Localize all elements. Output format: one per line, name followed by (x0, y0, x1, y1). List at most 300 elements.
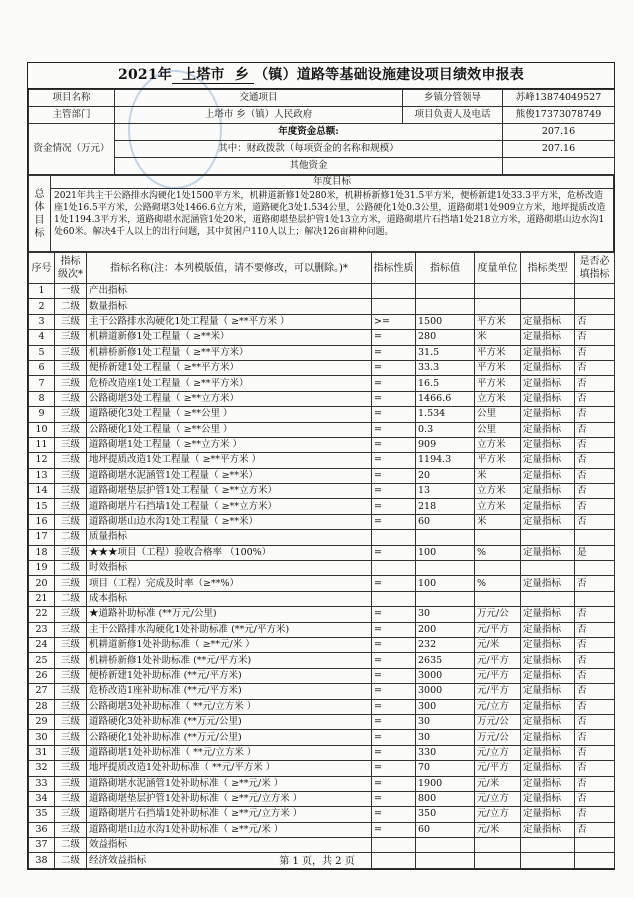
cell-name: 危桥改造1座补助标准 (**元/平方米) (87, 684, 372, 699)
cell-required: 否 (575, 514, 615, 529)
dept-label: 主管部门 (29, 107, 115, 124)
cell-type: 定量指标 (521, 745, 575, 760)
cell-unit: 万元/公 (475, 730, 521, 745)
cell-seq: 1 (29, 284, 55, 299)
cell-nature (372, 561, 416, 576)
table-row (29, 468, 615, 483)
indicator-rows (29, 284, 615, 869)
cell-unit (475, 299, 521, 314)
cell-nature: = (372, 761, 416, 776)
cell-value: 2635 (416, 653, 475, 668)
cell-seq: 7 (29, 376, 55, 391)
cell-level: 三级 (55, 514, 87, 529)
cell-required: 否 (575, 684, 615, 699)
cell-level: 三级 (55, 807, 87, 822)
table-row (29, 637, 615, 652)
cell-value: 350 (416, 807, 475, 822)
cell-type: 定量指标 (521, 345, 575, 360)
cell-level: 三级 (55, 407, 87, 422)
table-row (29, 714, 615, 729)
cell-name: 机耕道新修1处工程量（ ≥**米） (87, 330, 372, 345)
cell-nature: >= (372, 314, 416, 329)
cell-value: 70 (416, 761, 475, 776)
cell-unit: 立方米 (475, 499, 521, 514)
cell-value: 30 (416, 607, 475, 622)
cell-required: 否 (575, 607, 615, 622)
leader-label: 乡镇分管领导 (403, 90, 503, 107)
table-row (29, 314, 615, 329)
cell-unit: 元/平方 (475, 622, 521, 637)
cell-seq: 11 (29, 437, 55, 452)
cell-level: 一级 (55, 284, 87, 299)
cell-required: 否 (575, 730, 615, 745)
cell-type: 定量指标 (521, 314, 575, 329)
cell-level: 三级 (55, 314, 87, 329)
cell-nature: = (372, 484, 416, 499)
table-row (29, 730, 615, 745)
cell-level: 二级 (55, 299, 87, 314)
cell-level: 三级 (55, 761, 87, 776)
cell-required (575, 838, 615, 853)
cell-nature: = (372, 637, 416, 652)
cell-required: 是 (575, 545, 615, 560)
cell-unit: 公里 (475, 422, 521, 437)
cell-value: 3000 (416, 684, 475, 699)
cell-seq: 21 (29, 591, 55, 606)
cell-nature: = (372, 407, 416, 422)
cell-level: 三级 (55, 791, 87, 806)
cell-unit: 公里 (475, 407, 521, 422)
cell-nature: = (372, 468, 416, 483)
table-row (29, 622, 615, 637)
cell-type (521, 299, 575, 314)
cell-type: 定量指标 (521, 668, 575, 683)
cell-type: 定量指标 (521, 653, 575, 668)
indicator-header-row (29, 253, 615, 284)
cell-seq: 36 (29, 822, 55, 837)
cell-seq: 14 (29, 484, 55, 499)
cell-unit: 平方米 (475, 453, 521, 468)
cell-required: 否 (575, 622, 615, 637)
cell-seq: 12 (29, 453, 55, 468)
cell-unit: 元/平方 (475, 668, 521, 683)
cell-unit (475, 838, 521, 853)
cell-required: 否 (575, 468, 615, 483)
cell-level: 三级 (55, 545, 87, 560)
cell-level: 三级 (55, 422, 87, 437)
table-row (29, 822, 615, 837)
cell-nature (372, 530, 416, 545)
cell-unit: 元/平方 (475, 761, 521, 776)
header-required: 是否必填指标 (575, 253, 615, 284)
dept-value: 上塔市 乡（镇）人民政府 (115, 107, 403, 124)
cell-required: 否 (575, 668, 615, 683)
cell-nature (372, 299, 416, 314)
cell-required: 否 (575, 484, 615, 499)
cell-nature: = (372, 453, 416, 468)
cell-type: 定量指标 (521, 360, 575, 375)
cell-value: 60 (416, 514, 475, 529)
cell-seq: 33 (29, 776, 55, 791)
cell-value: 218 (416, 499, 475, 514)
cell-name: 时效指标 (87, 561, 372, 576)
cell-name: 项目（工程）完成及时率（≥**%） (87, 576, 372, 591)
cell-name: 道路砌堪1处补助标准（ **元/立方米 ） (87, 745, 372, 760)
table-row (29, 699, 615, 714)
fiscal-value: 207.16 (503, 141, 615, 158)
table-row (29, 807, 615, 822)
goal-table (28, 175, 614, 252)
cell-nature: = (372, 776, 416, 791)
cell-level: 三级 (55, 484, 87, 499)
title-city: 上塔市 (172, 68, 230, 84)
cell-level: 三级 (55, 360, 87, 375)
cell-type: 定量指标 (521, 791, 575, 806)
cell-type: 定量指标 (521, 637, 575, 652)
project-value: 交通项目 (115, 90, 403, 107)
cell-value (416, 530, 475, 545)
cell-required: 否 (575, 376, 615, 391)
cell-seq: 35 (29, 807, 55, 822)
cell-nature (372, 591, 416, 606)
table-row (29, 745, 615, 760)
table-row (29, 422, 615, 437)
cell-seq: 10 (29, 422, 55, 437)
table-row (29, 345, 615, 360)
cell-name: 产出指标 (87, 284, 372, 299)
cell-name: 地坪提质改造1处工程量（ ≥**平方米 ） (87, 453, 372, 468)
cell-seq: 30 (29, 730, 55, 745)
cell-name: 效益指标 (87, 838, 372, 853)
cell-type: 定量指标 (521, 822, 575, 837)
cell-required: 否 (575, 499, 615, 514)
title-year: 2021年 (118, 67, 172, 83)
cell-value: 1900 (416, 776, 475, 791)
cell-level: 三级 (55, 499, 87, 514)
cell-required: 否 (575, 576, 615, 591)
cell-value: 100 (416, 545, 475, 560)
cell-name: 机耕道新修1处补助标准（ ≥**元/米 ） (87, 637, 372, 652)
cell-nature: = (372, 499, 416, 514)
table-row (29, 499, 615, 514)
cell-required: 否 (575, 714, 615, 729)
cell-type: 定量指标 (521, 514, 575, 529)
cell-seq: 28 (29, 699, 55, 714)
cell-name: 便桥新建1处补助标准 (**元/平方米) (87, 668, 372, 683)
cell-level: 三级 (55, 437, 87, 452)
cell-seq: 19 (29, 561, 55, 576)
cell-nature: = (372, 422, 416, 437)
cell-unit (475, 591, 521, 606)
table-row (29, 299, 615, 314)
cell-required: 否 (575, 345, 615, 360)
cell-level: 三级 (55, 391, 87, 406)
cell-type: 定量指标 (521, 607, 575, 622)
cell-value (416, 591, 475, 606)
cell-value: 33.3 (416, 360, 475, 375)
table-row (29, 514, 615, 529)
cell-seq: 18 (29, 545, 55, 560)
cell-unit: 元/立方 (475, 745, 521, 760)
cell-seq: 9 (29, 407, 55, 422)
cell-value: 1194.3 (416, 453, 475, 468)
cell-seq: 20 (29, 576, 55, 591)
table-row (29, 453, 615, 468)
cell-unit: 元/米 (475, 776, 521, 791)
table-row (29, 561, 615, 576)
cell-unit: 元/平方 (475, 653, 521, 668)
cell-value: 909 (416, 437, 475, 452)
cell-required: 否 (575, 761, 615, 776)
cell-unit: 元/平方 (475, 684, 521, 699)
cell-level: 二级 (55, 561, 87, 576)
cell-required: 否 (575, 360, 615, 375)
cell-unit: 立方米 (475, 437, 521, 452)
cell-name: 道路砌堪1处工程量（ ≥**立方米 ） (87, 437, 372, 452)
cell-value: 20 (416, 468, 475, 483)
title-township: 乡 (230, 68, 254, 84)
cell-type: 定量指标 (521, 376, 575, 391)
table-row (29, 684, 615, 699)
cell-nature: = (372, 437, 416, 452)
cell-value: 232 (416, 637, 475, 652)
cell-nature: = (372, 376, 416, 391)
table-row (29, 761, 615, 776)
indicator-table (28, 252, 615, 869)
cell-required: 否 (575, 330, 615, 345)
table-row (29, 791, 615, 806)
table-row (29, 668, 615, 683)
cell-name: 公路硬化1处工程量（ ≥**公里 ） (87, 422, 372, 437)
cell-type: 定量指标 (521, 699, 575, 714)
cell-type: 定量指标 (521, 453, 575, 468)
page-footer: 第 1 页，共 2 页 (279, 856, 355, 867)
header-value: 指标值 (416, 253, 475, 284)
cell-level: 三级 (55, 607, 87, 622)
cell-name: 主干公路排水沟硬化1处工程量（ ≥**平方米 ） (87, 314, 372, 329)
cell-value: 60 (416, 822, 475, 837)
cell-type (521, 284, 575, 299)
cell-name: 道路砌堪山边水沟1处工程量（ ≥**米） (87, 514, 372, 529)
cell-type (521, 591, 575, 606)
cell-unit: 元/立方 (475, 699, 521, 714)
cell-value: 13 (416, 484, 475, 499)
table-row (29, 330, 615, 345)
cell-level: 三级 (55, 637, 87, 652)
cell-name: 机耕桥新修1处补助标准 (**元/平方米) (87, 653, 372, 668)
cell-level: 三级 (55, 376, 87, 391)
cell-value (416, 561, 475, 576)
table-row (29, 391, 615, 406)
cell-type: 定量指标 (521, 761, 575, 776)
cell-seq: 23 (29, 622, 55, 637)
cell-value: 16.5 (416, 376, 475, 391)
cell-unit: 元/立方 (475, 807, 521, 822)
table-row (29, 407, 615, 422)
cell-nature: = (372, 668, 416, 683)
cell-name: 道路砌堪水泥涵管1处工程量（ ≥**米） (87, 468, 372, 483)
cell-value: 280 (416, 330, 475, 345)
cell-level: 二级 (55, 591, 87, 606)
cell-nature: = (372, 684, 416, 699)
header-name: 指标名称(注：本列模版值，请不要修改，可以删除。)* (87, 253, 372, 284)
performance-form (27, 62, 615, 870)
cell-name: 机耕桥新修1处工程量（ ≥**平方米） (87, 345, 372, 360)
cell-name: 便桥新建1处工程量（ ≥**平方米） (87, 360, 372, 375)
cell-nature: = (372, 345, 416, 360)
cell-nature: = (372, 576, 416, 591)
cell-name: 数量指标 (87, 299, 372, 314)
other-label: 其他资金 (115, 158, 503, 175)
cell-seq: 22 (29, 607, 55, 622)
cell-name: 质量指标 (87, 530, 372, 545)
cell-type: 定量指标 (521, 437, 575, 452)
cell-type (521, 530, 575, 545)
cell-level: 三级 (55, 822, 87, 837)
goal-side-label: 总体目标 (29, 176, 51, 252)
cell-name: ★★★项目（工程）验收合格率 （100%） (87, 545, 372, 560)
cell-type: 定量指标 (521, 576, 575, 591)
cell-name: 地坪提质改造1处补助标准（ **元/平方米 ） (87, 761, 372, 776)
cell-required: 否 (575, 776, 615, 791)
cell-unit: 平方米 (475, 376, 521, 391)
cell-seq: 26 (29, 668, 55, 683)
cell-nature: = (372, 391, 416, 406)
cell-value: 800 (416, 791, 475, 806)
cell-value: 1.534 (416, 407, 475, 422)
cell-nature: = (372, 545, 416, 560)
cell-required (575, 299, 615, 314)
table-row (29, 376, 615, 391)
cell-type: 定量指标 (521, 499, 575, 514)
cell-required: 否 (575, 745, 615, 760)
cell-level: 三级 (55, 576, 87, 591)
cell-name: 公路硬化1处补助标准 (**万元/公里) (87, 730, 372, 745)
header-level: 指标级次* (55, 253, 87, 284)
cell-unit: 元/米 (475, 822, 521, 837)
cell-seq: 24 (29, 637, 55, 652)
cell-unit: 平方米 (475, 345, 521, 360)
cell-required: 否 (575, 637, 615, 652)
cell-seq: 34 (29, 791, 55, 806)
cell-unit: 万元/公 (475, 714, 521, 729)
cell-type: 定量指标 (521, 776, 575, 791)
cell-nature: = (372, 330, 416, 345)
cell-seq: 27 (29, 684, 55, 699)
cell-required (575, 284, 615, 299)
cell-name: ★道路补助标准 (**万元/公里) (87, 607, 372, 622)
cell-level: 三级 (55, 745, 87, 760)
table-row (29, 530, 615, 545)
cell-unit (475, 561, 521, 576)
goal-header: 年度目标 (51, 176, 614, 189)
cell-required: 否 (575, 699, 615, 714)
cell-name: 公路砌堪3处工程量（ ≥**立方米） (87, 391, 372, 406)
cell-name: 公路砌堪3处补助标准（ **元/立方米 ） (87, 699, 372, 714)
title-rest: 道路等基础设施建设项目绩效申报表 (296, 67, 524, 83)
cell-value (416, 838, 475, 853)
cell-name: 道路砌堪山边水沟1处补助标准（ ≥**元/米 ） (87, 822, 372, 837)
cell-seq: 6 (29, 360, 55, 375)
cell-name: 道路砌堪水泥涵管1处补助标准（ ≥**元/米 ） (87, 776, 372, 791)
cell-level: 三级 (55, 714, 87, 729)
cell-level: 三级 (55, 330, 87, 345)
table-row (29, 838, 615, 853)
table-row (29, 545, 615, 560)
fiscal-label: 其中：财政拨款（每项资金的名称和规模） (115, 141, 503, 158)
cell-unit: 万元/公 (475, 607, 521, 622)
table-row (29, 653, 615, 668)
cell-level: 二级 (55, 838, 87, 853)
cell-required: 否 (575, 807, 615, 822)
other-value (503, 158, 615, 175)
cell-unit: 米 (475, 514, 521, 529)
cell-unit: 平方米 (475, 360, 521, 375)
cell-unit: 米 (475, 468, 521, 483)
cell-nature: = (372, 745, 416, 760)
cell-required: 否 (575, 822, 615, 837)
cell-seq: 38 (29, 853, 55, 868)
cell-required (575, 530, 615, 545)
cell-seq: 17 (29, 530, 55, 545)
cell-level: 三级 (55, 622, 87, 637)
cell-type: 定量指标 (521, 422, 575, 437)
cell-required (575, 591, 615, 606)
cell-value: 100 (416, 576, 475, 591)
cell-required: 否 (575, 453, 615, 468)
cell-nature: = (372, 807, 416, 822)
cell-seq: 31 (29, 745, 55, 760)
cell-name: 道路硬化3处补助标准 (**万元/公里) (87, 714, 372, 729)
cell-seq: 29 (29, 714, 55, 729)
cell-type: 定量指标 (521, 484, 575, 499)
header-type: 指标类型 (521, 253, 575, 284)
cell-nature: = (372, 607, 416, 622)
cell-seq: 5 (29, 345, 55, 360)
header-nature: 指标性质 (372, 253, 416, 284)
cell-nature (372, 838, 416, 853)
cell-level: 三级 (55, 684, 87, 699)
cell-value: 30 (416, 730, 475, 745)
cell-name: 经济效益指标 (87, 853, 372, 868)
cell-required: 否 (575, 391, 615, 406)
cell-level: 三级 (55, 345, 87, 360)
cell-value: 30 (416, 714, 475, 729)
cell-nature: = (372, 699, 416, 714)
title-paren: （镇） (254, 67, 297, 83)
cell-nature (372, 284, 416, 299)
cell-type: 定量指标 (521, 391, 575, 406)
table-row (29, 360, 615, 375)
cell-level: 三级 (55, 776, 87, 791)
cell-value: 31.5 (416, 345, 475, 360)
goal-text: 2021年共主干公路排水沟硬化1处1500平方米，机耕道新修1处280米，机耕桥新修1处31.5平方米，便桥新建1处33.3平方米，危桥改造座1处16.5平方米，公路砌堪3处1466.6立方米，道路硬化3处1.534公里，公路硬化1处0.3公里，道路砌堪1处909立方米，地坪提质改造1处1194.3平方米，道路砌堪水泥涵管1处20米，道路砌堪垫层护管1处13立方米，道路砌堪片石挡墙1处218立方米，道路砌堪山边水沟1处60米。解决4千人以上的出行问题，其中贫困户110人以上；解决126亩耕种问题。 (51, 189, 614, 252)
project-label: 项目名称 (29, 90, 115, 107)
cell-seq: 13 (29, 468, 55, 483)
cell-required: 否 (575, 407, 615, 422)
cell-nature: = (372, 730, 416, 745)
cell-name: 主干公路排水沟硬化1处补助标准 (**元/平方米) (87, 622, 372, 637)
cell-level: 三级 (55, 653, 87, 668)
cell-seq: 15 (29, 499, 55, 514)
cell-level: 三级 (55, 668, 87, 683)
table-row (29, 591, 615, 606)
cell-unit: % (475, 545, 521, 560)
cell-unit: 平方米 (475, 314, 521, 329)
cell-seq: 37 (29, 838, 55, 853)
cell-type: 定量指标 (521, 684, 575, 699)
cell-seq: 25 (29, 653, 55, 668)
